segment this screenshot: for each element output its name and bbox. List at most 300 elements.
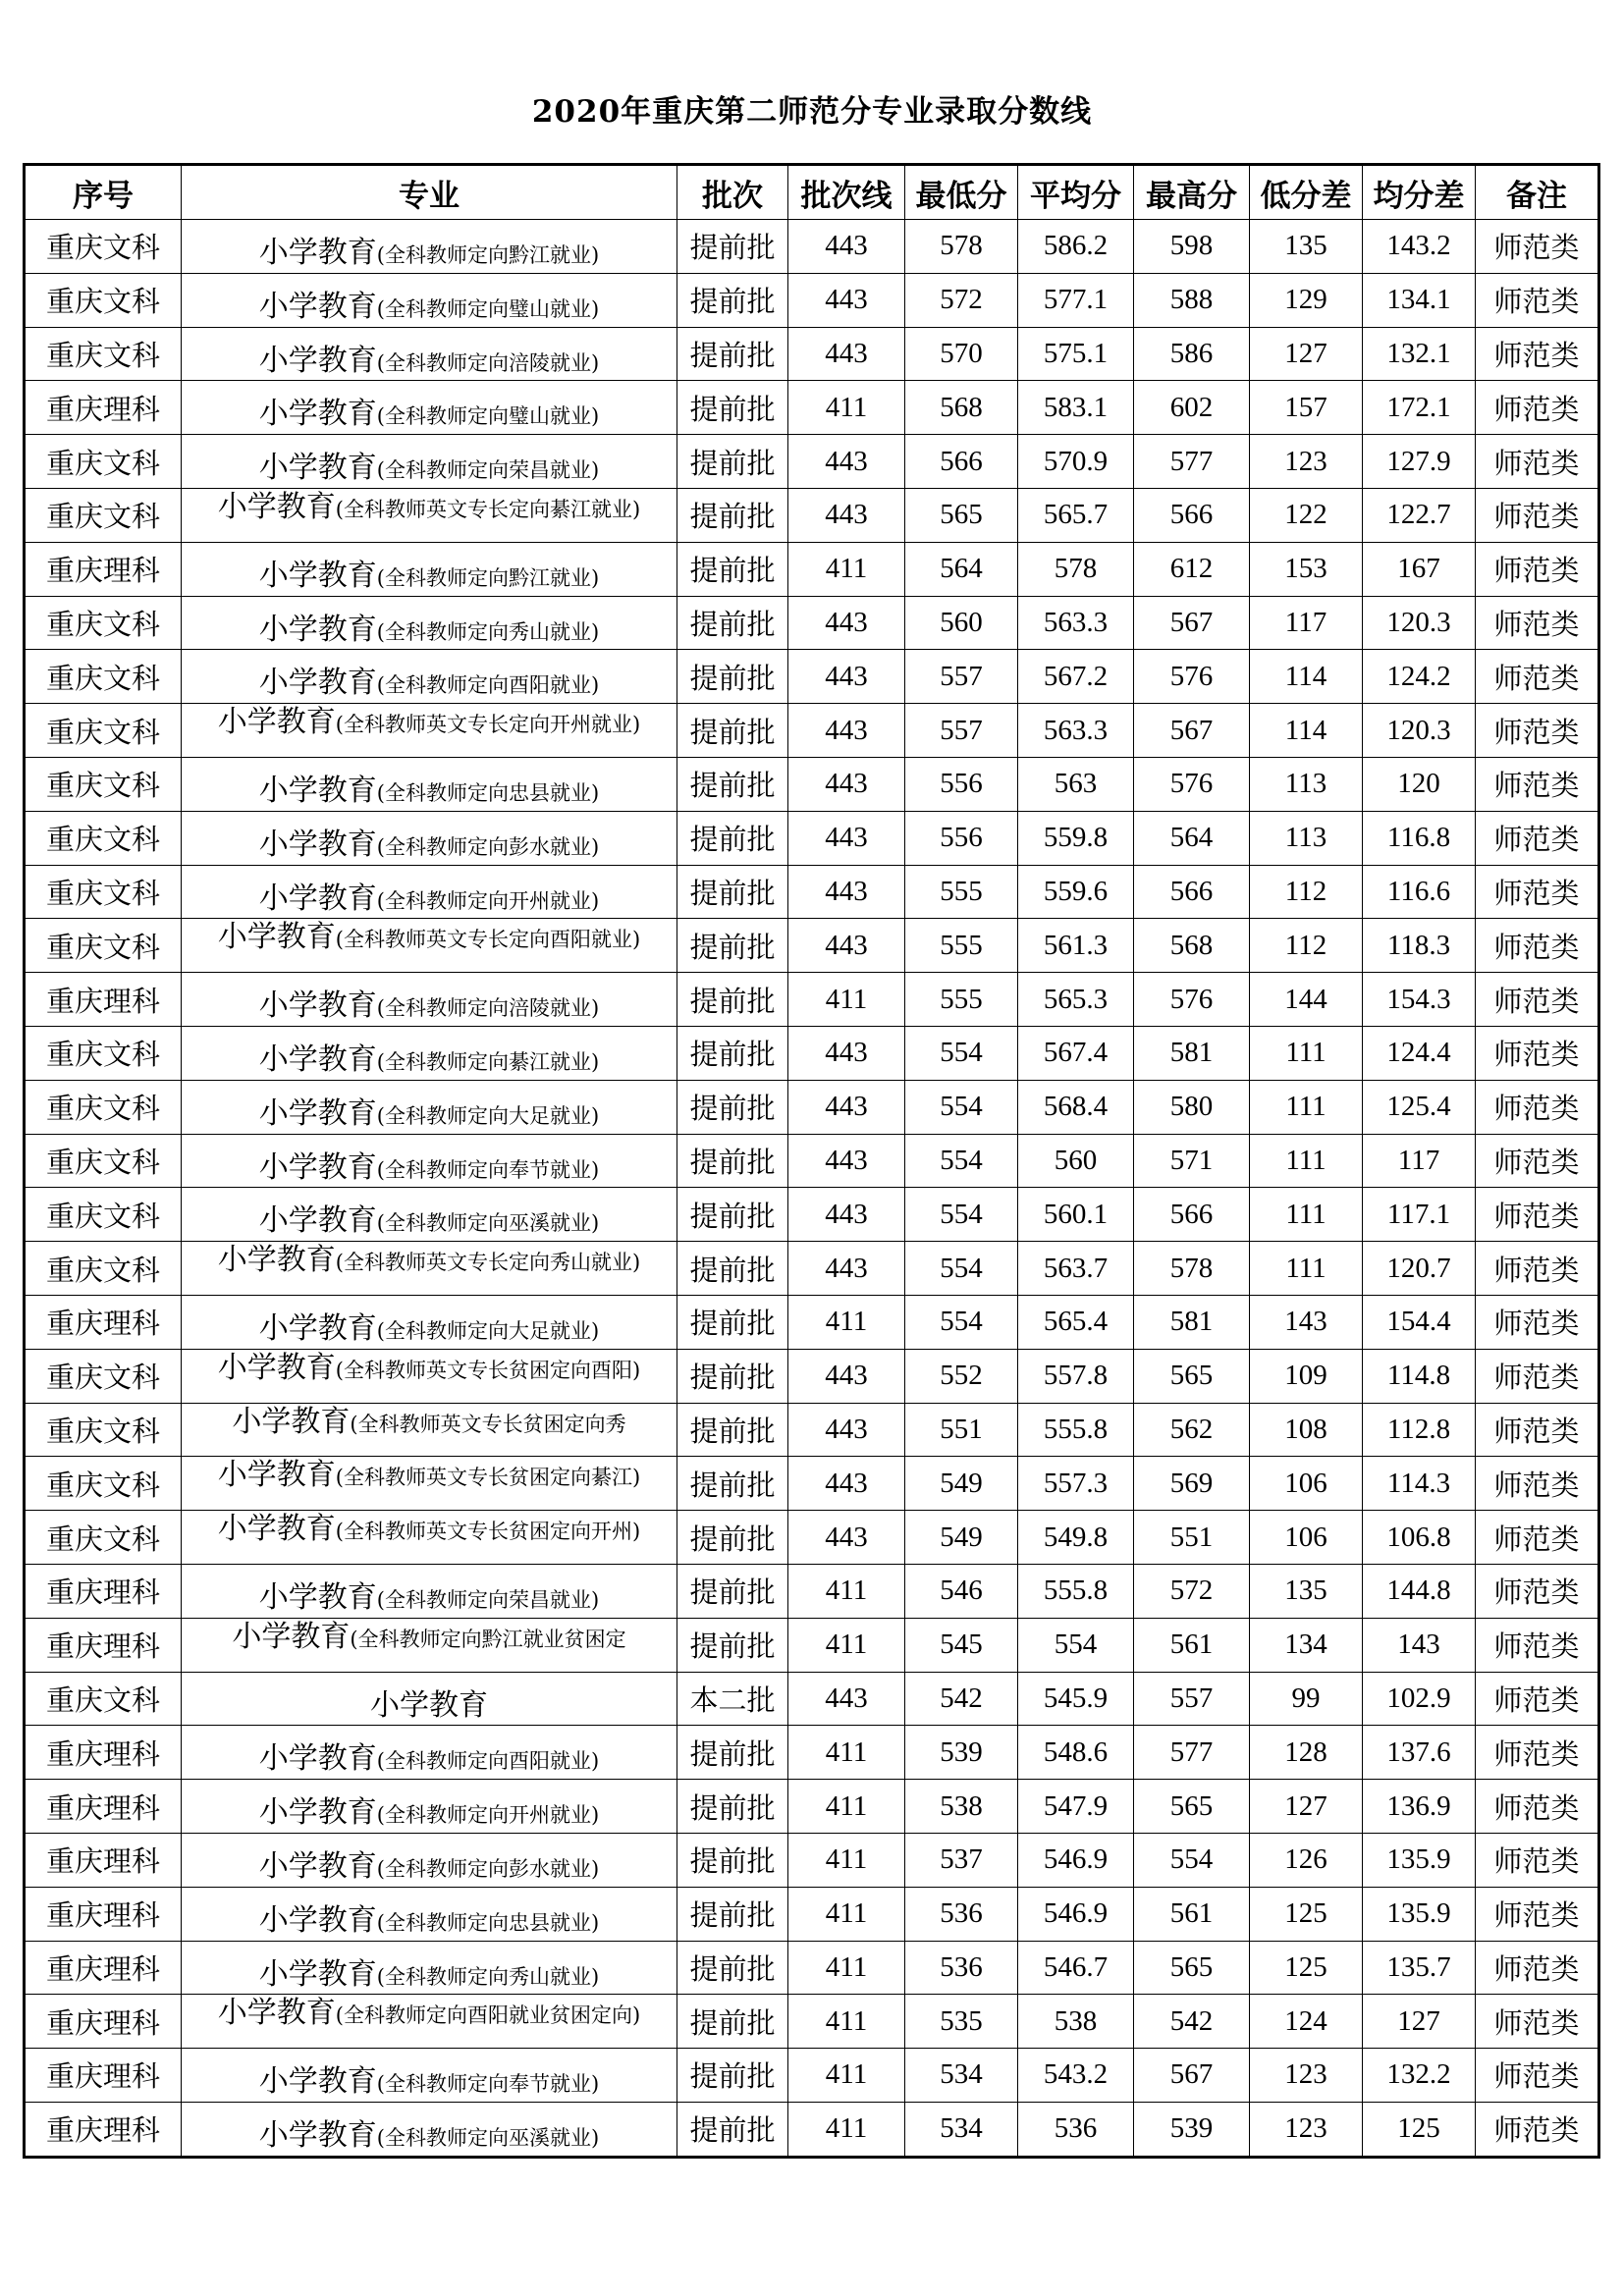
major-text — [182, 1244, 677, 1289]
cell-avg-score: 563.3 — [1018, 704, 1134, 758]
cell-avg-diff: 125 — [1363, 2102, 1476, 2157]
cell-major — [182, 381, 677, 435]
major-text — [182, 706, 677, 751]
cell-max-score: 567 — [1134, 596, 1250, 650]
table-body — [25, 220, 1599, 2158]
cell-seq: 重庆文科 — [25, 1080, 182, 1134]
major-note: (全科教师定向开州就业) — [376, 888, 600, 913]
cell-remark: 师范类 — [1476, 1188, 1599, 1242]
major-note: (全科教师英文专长贫困定向綦江) — [335, 1466, 641, 1490]
cell-min-score: 555 — [905, 865, 1018, 919]
cell-remark: 师范类 — [1476, 1833, 1599, 1887]
major-text — [182, 1896, 677, 1935]
major-note: (全科教师定向黔江就业贫困定 — [350, 1627, 626, 1651]
cell-max-score: 577 — [1134, 1726, 1250, 1780]
cell-remark: 师范类 — [1476, 1941, 1599, 1995]
major-text — [182, 336, 677, 375]
cell-min-diff: 109 — [1250, 1349, 1363, 1403]
cell-min-score: 552 — [905, 1349, 1018, 1403]
cell-seq: 重庆理科 — [25, 1941, 182, 1995]
cell-batch-line: 411 — [788, 973, 905, 1027]
cell-avg-score: 570.9 — [1018, 435, 1134, 489]
major-note: (全科教师定向奉节就业) — [376, 1157, 600, 1182]
cell-seq: 重庆文科 — [25, 1457, 182, 1511]
major-name: 小学教育 — [258, 773, 377, 805]
cell-seq: 重庆理科 — [25, 1564, 182, 1618]
major-note: (全科教师英文专长定向酉阳就业) — [335, 928, 641, 952]
cell-avg-diff: 172.1 — [1363, 381, 1476, 435]
cell-remark: 师范类 — [1476, 973, 1599, 1027]
cell-remark: 师范类 — [1476, 273, 1599, 327]
cell-avg-diff: 143 — [1363, 1618, 1476, 1672]
cell-batch: 提前批 — [677, 1295, 788, 1349]
cell-min-diff: 106 — [1250, 1457, 1363, 1511]
major-note: (全科教师定向酉阳就业) — [376, 1749, 600, 1774]
major-note: (全科教师定向酉阳就业) — [376, 673, 600, 698]
cell-max-score: 581 — [1134, 1026, 1250, 1080]
cell-avg-score: 565.3 — [1018, 973, 1134, 1027]
table-row — [25, 1134, 1599, 1188]
cell-major — [182, 1242, 677, 1296]
cell-avg-score: 547.9 — [1018, 1780, 1134, 1834]
table-row — [25, 220, 1599, 274]
cell-max-score: 602 — [1134, 381, 1250, 435]
cell-avg-diff: 118.3 — [1363, 919, 1476, 973]
major-name: 小学教育 — [258, 1310, 377, 1343]
table-row — [25, 1295, 1599, 1349]
table-row — [25, 1511, 1599, 1565]
table-row — [25, 757, 1599, 811]
cell-avg-score: 546.9 — [1018, 1887, 1134, 1941]
major-text — [182, 389, 677, 428]
major-name: 小学教育 — [258, 1795, 377, 1828]
cell-major — [182, 1941, 677, 1995]
major-text — [182, 1143, 677, 1182]
major-name: 小学教育 — [232, 1405, 351, 1439]
major-name: 小学教育 — [258, 881, 377, 913]
cell-remark: 师范类 — [1476, 1295, 1599, 1349]
cell-major — [182, 1780, 677, 1834]
major-name: 小学教育 — [258, 451, 377, 483]
cell-batch: 提前批 — [677, 1941, 788, 1995]
cell-seq: 重庆文科 — [25, 1403, 182, 1457]
cell-seq: 重庆文科 — [25, 757, 182, 811]
cell-max-score: 565 — [1134, 1780, 1250, 1834]
table-row — [25, 1349, 1599, 1403]
cell-max-score: 578 — [1134, 1242, 1250, 1296]
cell-remark: 师范类 — [1476, 704, 1599, 758]
cell-min-score: 568 — [905, 381, 1018, 435]
cell-batch: 提前批 — [677, 2049, 788, 2103]
cell-min-diff: 135 — [1250, 220, 1363, 274]
cell-batch-line: 443 — [788, 1403, 905, 1457]
cell-batch-line: 411 — [788, 542, 905, 596]
table-row — [25, 1564, 1599, 1618]
cell-min-diff: 124 — [1250, 1995, 1363, 2049]
cell-avg-score: 578 — [1018, 542, 1134, 596]
major-text — [182, 491, 677, 536]
cell-batch-line: 443 — [788, 273, 905, 327]
column-header-avg-score: 平均分 — [1018, 165, 1134, 220]
major-name: 小学教育 — [258, 558, 377, 590]
cell-max-score: 576 — [1134, 757, 1250, 811]
cell-min-score: 566 — [905, 435, 1018, 489]
cell-min-diff: 114 — [1250, 650, 1363, 704]
cell-major — [182, 973, 677, 1027]
cell-min-diff: 111 — [1250, 1134, 1363, 1188]
cell-major — [182, 327, 677, 381]
major-text — [182, 1196, 677, 1235]
table-row — [25, 1080, 1599, 1134]
cell-min-diff: 112 — [1250, 865, 1363, 919]
major-text — [182, 1842, 677, 1881]
cell-major — [182, 704, 677, 758]
cell-min-diff: 108 — [1250, 1403, 1363, 1457]
major-name: 小学教育 — [258, 612, 377, 644]
cell-min-score: 555 — [905, 973, 1018, 1027]
cell-max-score: 598 — [1134, 220, 1250, 274]
cell-min-diff: 111 — [1250, 1080, 1363, 1134]
cell-min-score: 546 — [905, 1564, 1018, 1618]
major-name: 小学教育 — [217, 1351, 336, 1385]
cell-batch: 提前批 — [677, 488, 788, 542]
table-row — [25, 1026, 1599, 1080]
cell-min-diff: 127 — [1250, 327, 1363, 381]
cell-max-score: 565 — [1134, 1349, 1250, 1403]
cell-seq: 重庆理科 — [25, 1995, 182, 2049]
cell-max-score: 576 — [1134, 973, 1250, 1027]
cell-remark: 师范类 — [1476, 1349, 1599, 1403]
major-name: 小学教育 — [258, 1902, 377, 1935]
cell-min-score: 555 — [905, 919, 1018, 973]
cell-min-diff: 111 — [1250, 1188, 1363, 1242]
cell-batch: 提前批 — [677, 811, 788, 865]
cell-avg-score: 548.6 — [1018, 1726, 1134, 1780]
cell-major — [182, 1457, 677, 1511]
cell-min-diff: 143 — [1250, 1295, 1363, 1349]
table-row — [25, 1941, 1599, 1995]
cell-batch: 提前批 — [677, 1833, 788, 1887]
cell-min-score: 549 — [905, 1511, 1018, 1565]
major-note: (全科教师定向忠县就业) — [376, 1910, 600, 1935]
major-name: 小学教育 — [258, 1041, 377, 1074]
cell-seq: 重庆文科 — [25, 650, 182, 704]
cell-avg-score: 557.8 — [1018, 1349, 1134, 1403]
cell-avg-score: 554 — [1018, 1618, 1134, 1672]
cell-batch-line: 443 — [788, 757, 905, 811]
cell-min-diff: 144 — [1250, 973, 1363, 1027]
major-name: 小学教育 — [258, 1203, 377, 1236]
cell-remark: 师范类 — [1476, 381, 1599, 435]
major-text — [182, 1681, 677, 1720]
cell-min-diff: 112 — [1250, 919, 1363, 973]
table-row — [25, 1457, 1599, 1511]
cell-batch-line: 411 — [788, 1780, 905, 1834]
cell-batch-line: 443 — [788, 1242, 905, 1296]
cell-max-score: 588 — [1134, 273, 1250, 327]
cell-avg-diff: 135.9 — [1363, 1833, 1476, 1887]
cell-min-score: 572 — [905, 273, 1018, 327]
cell-major — [182, 1295, 677, 1349]
cell-batch: 提前批 — [677, 1618, 788, 1672]
cell-avg-score: 577.1 — [1018, 273, 1134, 327]
cell-major — [182, 1564, 677, 1618]
cell-batch: 提前批 — [677, 1780, 788, 1834]
cell-remark: 师范类 — [1476, 327, 1599, 381]
cell-avg-diff: 114.8 — [1363, 1349, 1476, 1403]
cell-seq: 重庆文科 — [25, 488, 182, 542]
cell-max-score: 586 — [1134, 327, 1250, 381]
cell-major — [182, 1672, 677, 1726]
major-name: 小学教育 — [370, 1687, 488, 1720]
cell-remark: 师范类 — [1476, 435, 1599, 489]
cell-batch-line: 411 — [788, 1995, 905, 2049]
cell-min-diff: 122 — [1250, 488, 1363, 542]
cell-max-score: 577 — [1134, 435, 1250, 489]
major-note: (全科教师英文专长定向开州就业) — [335, 713, 641, 737]
table-row — [25, 435, 1599, 489]
cell-major — [182, 596, 677, 650]
cell-remark: 师范类 — [1476, 1564, 1599, 1618]
cell-avg-score: 557.3 — [1018, 1457, 1134, 1511]
cell-avg-diff: 127 — [1363, 1995, 1476, 2049]
cell-min-diff: 123 — [1250, 435, 1363, 489]
cell-min-score: 557 — [905, 650, 1018, 704]
column-header-min-score: 最低分 — [905, 165, 1018, 220]
cell-avg-score: 549.8 — [1018, 1511, 1134, 1565]
table-header-row — [25, 165, 1599, 220]
cell-avg-score: 543.2 — [1018, 2049, 1134, 2103]
major-text — [182, 443, 677, 482]
cell-batch-line: 411 — [788, 381, 905, 435]
cell-avg-score: 559.8 — [1018, 811, 1134, 865]
column-header-major: 专业 — [182, 165, 677, 220]
cell-batch-line: 443 — [788, 1672, 905, 1726]
cell-min-score: 551 — [905, 1403, 1018, 1457]
cell-avg-diff: 117.1 — [1363, 1188, 1476, 1242]
table-row — [25, 273, 1599, 327]
cell-batch-line: 443 — [788, 1188, 905, 1242]
cell-major — [182, 811, 677, 865]
cell-batch-line: 443 — [788, 1349, 905, 1403]
cell-avg-diff: 154.3 — [1363, 973, 1476, 1027]
cell-remark: 师范类 — [1476, 1511, 1599, 1565]
cell-seq: 重庆理科 — [25, 2102, 182, 2157]
cell-max-score: 564 — [1134, 811, 1250, 865]
major-name: 小学教育 — [232, 1620, 351, 1654]
cell-avg-score: 546.7 — [1018, 1941, 1134, 1995]
cell-avg-score: 586.2 — [1018, 220, 1134, 274]
cell-min-score: 556 — [905, 811, 1018, 865]
major-text — [182, 2056, 677, 2096]
cell-major — [182, 865, 677, 919]
major-note: (全科教师定向彭水就业) — [376, 1856, 600, 1881]
cell-min-diff: 125 — [1250, 1887, 1363, 1941]
major-note: (全科教师定向奉节就业) — [376, 2072, 600, 2097]
major-text — [182, 228, 677, 267]
major-note: (全科教师定向秀山就业) — [376, 1964, 600, 1989]
cell-min-diff: 129 — [1250, 273, 1363, 327]
cell-max-score: 612 — [1134, 542, 1250, 596]
cell-batch: 提前批 — [677, 542, 788, 596]
cell-min-score: 556 — [905, 757, 1018, 811]
table-row — [25, 596, 1599, 650]
cell-avg-diff: 106.8 — [1363, 1511, 1476, 1565]
cell-avg-diff: 143.2 — [1363, 220, 1476, 274]
table-row — [25, 488, 1599, 542]
major-text — [182, 1734, 677, 1773]
cell-remark: 师范类 — [1476, 2049, 1599, 2103]
cell-min-diff: 157 — [1250, 381, 1363, 435]
major-text — [182, 658, 677, 697]
table-row — [25, 919, 1599, 973]
cell-max-score: 576 — [1134, 650, 1250, 704]
cell-max-score: 569 — [1134, 1457, 1250, 1511]
cell-max-score: 566 — [1134, 1188, 1250, 1242]
cell-batch-line: 443 — [788, 488, 905, 542]
cell-remark: 师范类 — [1476, 1026, 1599, 1080]
cell-min-score: 565 — [905, 488, 1018, 542]
cell-avg-score: 567.4 — [1018, 1026, 1134, 1080]
cell-avg-diff: 127.9 — [1363, 435, 1476, 489]
cell-min-diff: 114 — [1250, 704, 1363, 758]
major-name: 小学教育 — [217, 1997, 336, 2031]
cell-avg-score: 561.3 — [1018, 919, 1134, 973]
major-note: (全科教师定向涪陵就业) — [376, 350, 600, 375]
cell-batch-line: 443 — [788, 1457, 905, 1511]
table-row — [25, 1780, 1599, 1834]
cell-max-score: 565 — [1134, 1941, 1250, 1995]
cell-min-diff: 106 — [1250, 1511, 1363, 1565]
cell-min-diff: 153 — [1250, 542, 1363, 596]
major-text — [182, 874, 677, 913]
cell-min-score: 554 — [905, 1134, 1018, 1188]
cell-major — [182, 757, 677, 811]
table-row — [25, 1672, 1599, 1726]
cell-min-diff: 126 — [1250, 1833, 1363, 1887]
cell-remark: 师范类 — [1476, 1726, 1599, 1780]
cell-remark: 师范类 — [1476, 542, 1599, 596]
cell-major — [182, 1188, 677, 1242]
cell-avg-score: 555.8 — [1018, 1564, 1134, 1618]
cell-min-diff: 127 — [1250, 1780, 1363, 1834]
cell-min-score: 554 — [905, 1242, 1018, 1296]
cell-batch-line: 411 — [788, 2102, 905, 2157]
cell-avg-diff: 144.8 — [1363, 1564, 1476, 1618]
major-note: (全科教师定向綦江就业) — [376, 1049, 600, 1074]
major-name: 小学教育 — [258, 2117, 377, 2150]
cell-seq: 重庆理科 — [25, 1726, 182, 1780]
cell-batch: 提前批 — [677, 1995, 788, 2049]
cell-seq: 重庆文科 — [25, 273, 182, 327]
cell-max-score: 566 — [1134, 488, 1250, 542]
cell-min-score: 560 — [905, 596, 1018, 650]
cell-batch-line: 411 — [788, 1618, 905, 1672]
major-text — [182, 1949, 677, 1989]
cell-avg-score: 575.1 — [1018, 327, 1134, 381]
table-row — [25, 1618, 1599, 1672]
cell-major — [182, 1995, 677, 2049]
cell-seq: 重庆理科 — [25, 2049, 182, 2103]
cell-max-score: 554 — [1134, 1833, 1250, 1887]
cell-batch: 提前批 — [677, 919, 788, 973]
cell-min-score: 557 — [905, 704, 1018, 758]
cell-batch: 提前批 — [677, 650, 788, 704]
major-text — [182, 1513, 677, 1558]
column-header-min-diff: 低分差 — [1250, 165, 1363, 220]
cell-avg-diff: 120.3 — [1363, 704, 1476, 758]
table-row — [25, 381, 1599, 435]
cell-avg-diff: 120.3 — [1363, 596, 1476, 650]
cell-min-diff: 134 — [1250, 1618, 1363, 1672]
cell-avg-diff: 135.7 — [1363, 1941, 1476, 1995]
cell-seq: 重庆文科 — [25, 1511, 182, 1565]
table-row — [25, 650, 1599, 704]
cell-major — [182, 919, 677, 973]
cell-min-score: 554 — [905, 1080, 1018, 1134]
table-row — [25, 811, 1599, 865]
cell-batch: 提前批 — [677, 757, 788, 811]
cell-min-diff: 111 — [1250, 1026, 1363, 1080]
cell-seq: 重庆文科 — [25, 1242, 182, 1296]
cell-remark: 师范类 — [1476, 919, 1599, 973]
cell-major — [182, 542, 677, 596]
major-text — [182, 981, 677, 1020]
cell-avg-diff: 136.9 — [1363, 1780, 1476, 1834]
cell-max-score: 551 — [1134, 1511, 1250, 1565]
cell-batch: 提前批 — [677, 865, 788, 919]
column-header-max-score: 最高分 — [1134, 165, 1250, 220]
cell-major — [182, 2049, 677, 2103]
cell-min-score: 564 — [905, 542, 1018, 596]
cell-batch: 提前批 — [677, 381, 788, 435]
major-note: (全科教师英文专长定向秀山就业) — [335, 1251, 641, 1275]
cell-batch-line: 411 — [788, 1833, 905, 1887]
cell-avg-score: 563.7 — [1018, 1242, 1134, 1296]
page-title: 2020年重庆第二师范分专业录取分数线 — [531, 94, 1093, 130]
cell-min-score: 554 — [905, 1026, 1018, 1080]
cell-batch-line: 443 — [788, 596, 905, 650]
major-name: 小学教育 — [217, 706, 336, 740]
cell-batch-line: 443 — [788, 1026, 905, 1080]
cell-batch-line: 443 — [788, 704, 905, 758]
cell-major — [182, 1618, 677, 1672]
cell-avg-diff: 112.8 — [1363, 1403, 1476, 1457]
major-note: (全科教师定向黔江就业) — [376, 243, 600, 267]
cell-major — [182, 488, 677, 542]
major-name: 小学教育 — [258, 988, 377, 1021]
cell-batch: 本二批 — [677, 1672, 788, 1726]
cell-batch: 提前批 — [677, 1349, 788, 1403]
major-note: (全科教师英文专长定向綦江就业) — [335, 497, 641, 521]
cell-min-score: 536 — [905, 1887, 1018, 1941]
cell-batch: 提前批 — [677, 2102, 788, 2157]
cell-avg-score: 568.4 — [1018, 1080, 1134, 1134]
major-note: (全科教师英文专长贫困定向酉阳) — [335, 1358, 641, 1382]
cell-batch-line: 411 — [788, 1941, 905, 1995]
cell-max-score: 567 — [1134, 2049, 1250, 2103]
cell-seq: 重庆文科 — [25, 1134, 182, 1188]
cell-remark: 师范类 — [1476, 1672, 1599, 1726]
cell-avg-score: 560.1 — [1018, 1188, 1134, 1242]
cell-remark: 师范类 — [1476, 1618, 1599, 1672]
cell-remark: 师范类 — [1476, 757, 1599, 811]
cell-batch: 提前批 — [677, 1564, 788, 1618]
cell-avg-score: 559.6 — [1018, 865, 1134, 919]
major-name: 小学教育 — [258, 827, 377, 859]
major-text — [182, 1304, 677, 1343]
cell-batch: 提前批 — [677, 1242, 788, 1296]
